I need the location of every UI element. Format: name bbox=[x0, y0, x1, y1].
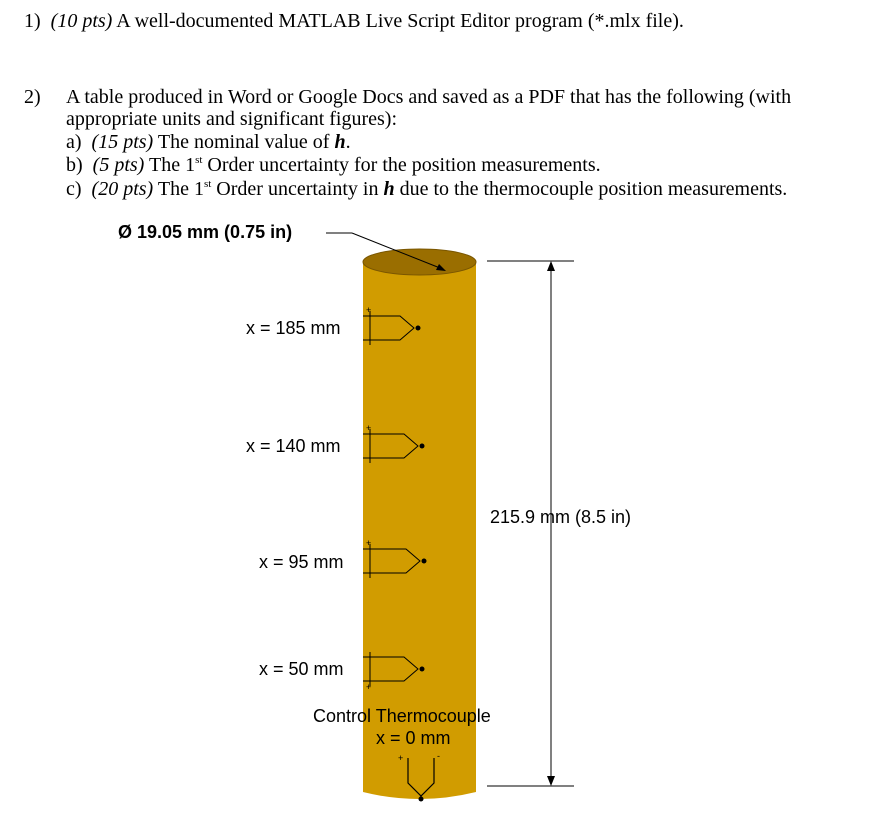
question-2c-variable: h bbox=[383, 178, 395, 200]
question-2b-points: (5 pts) bbox=[92, 154, 145, 176]
position-label-140: x = 140 mm bbox=[246, 436, 341, 456]
tc-140-plus-marker: + bbox=[366, 423, 372, 433]
height-arrow-top bbox=[547, 261, 555, 271]
question-2a-letter: a) bbox=[66, 131, 82, 153]
question-2-line-1: A table produced in Word or Google Docs and saved as a PDF that has the following (with bbox=[66, 86, 792, 108]
question-2c-text-end: due to the thermocouple position measurements. bbox=[394, 178, 788, 200]
control-plus-marker: + bbox=[398, 753, 404, 763]
control-thermocouple-junction bbox=[419, 797, 424, 802]
question-2b-superscript: st bbox=[195, 154, 203, 166]
question-2b-text: The 1 bbox=[144, 154, 196, 176]
thermocouple-95-junction bbox=[422, 559, 427, 564]
diameter-label: Ø 19.05 mm (0.75 in) bbox=[118, 222, 293, 242]
position-label-185: x = 185 mm bbox=[246, 318, 341, 338]
question-2a-variable: h bbox=[334, 131, 346, 153]
question-2b-text-end: Order uncertainty for the position measurements. bbox=[202, 154, 601, 176]
question-2a-end: . bbox=[345, 131, 351, 153]
question-2-number: 2) bbox=[24, 86, 41, 108]
position-label-50: x = 50 mm bbox=[259, 659, 344, 679]
question-2b-letter: b) bbox=[66, 154, 83, 176]
control-thermocouple-label: Control Thermocouple bbox=[313, 706, 491, 726]
question-1-number: 1) bbox=[24, 10, 41, 32]
thermocouple-185-junction bbox=[416, 326, 421, 331]
control-position-label: x = 0 mm bbox=[376, 728, 451, 748]
question-2a-text: The nominal value of bbox=[153, 131, 335, 153]
question-2c-points: (20 pts) bbox=[91, 178, 154, 200]
question-1-points: (10 pts) bbox=[50, 10, 113, 32]
rod-top-face bbox=[363, 249, 476, 275]
position-label-95: x = 95 mm bbox=[259, 552, 344, 572]
question-2c-letter: c) bbox=[66, 178, 82, 200]
question-2c-superscript: st bbox=[203, 178, 212, 190]
question-2c-text-mid: Order uncertainty in bbox=[211, 178, 384, 200]
question-1-text: A well-documented MATLAB Live Script Editor program (*.mlx file). bbox=[112, 10, 684, 32]
tc-185-plus-marker: + bbox=[366, 305, 372, 315]
control-minus-marker: - bbox=[437, 751, 440, 761]
question-2-line-2: appropriate units and significant figures): bbox=[66, 108, 398, 130]
question-2c-text: The 1 bbox=[153, 178, 204, 200]
height-arrow-bottom bbox=[547, 776, 555, 786]
height-label: 215.9 mm (8.5 in) bbox=[490, 507, 632, 527]
thermocouple-140-junction bbox=[420, 444, 425, 449]
thermocouple-50-junction bbox=[420, 667, 425, 672]
tc-95-plus-marker: + bbox=[366, 538, 372, 548]
question-2a-points: (15 pts) bbox=[91, 131, 154, 153]
tc-50-plus-marker: + bbox=[366, 682, 372, 692]
